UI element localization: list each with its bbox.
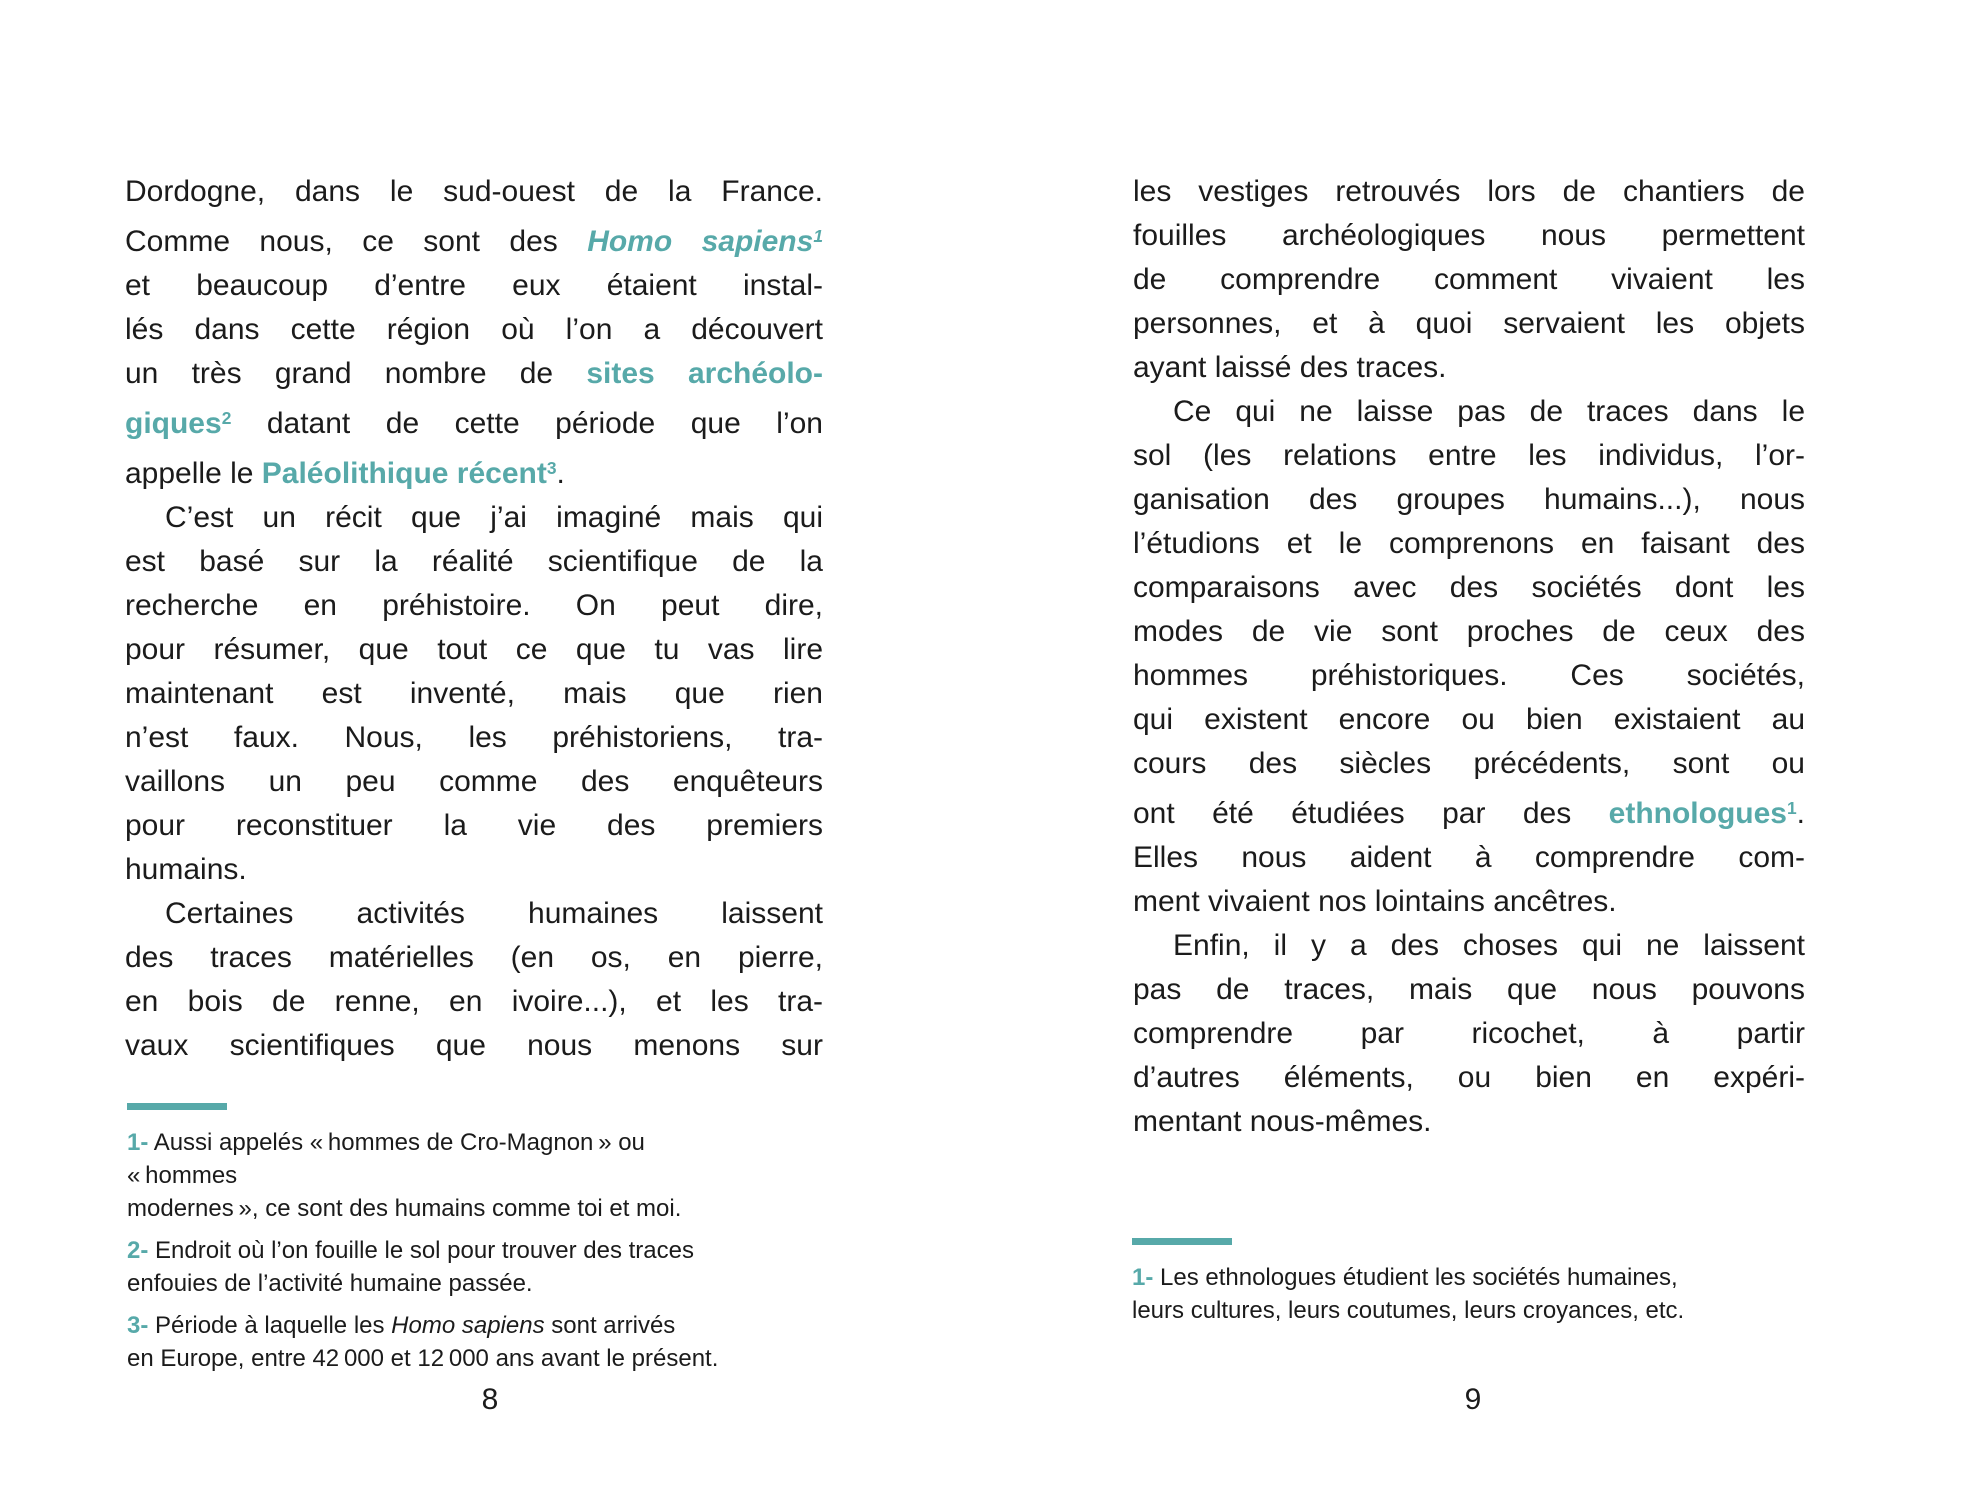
text-line: [125, 170, 823, 214]
text-run: mentant nous-mêmes.: [1133, 1105, 1432, 1139]
text-line: [1133, 390, 1805, 434]
footnote-line: [127, 1309, 747, 1342]
text-run: Comme nous, ce sont des: [125, 225, 588, 259]
text-run: l’étudions et le comprenons en faisant des: [1133, 527, 1805, 560]
text-line: [125, 804, 823, 848]
text-run: Aussi appelés « hommes de Cro-Magnon » ou « hommes: [127, 1129, 645, 1189]
text-run: Ce qui ne laisse pas de traces dans le: [1173, 395, 1805, 428]
text-run-sup-tb: 3: [546, 458, 557, 479]
text-line: [1133, 522, 1805, 566]
text-line: [125, 760, 823, 804]
text-run-tb: Paléolithique récent: [261, 457, 547, 491]
footnotes: [1132, 1238, 1752, 1336]
text-run-sup-tbi: 1: [813, 226, 823, 246]
text-line: [1133, 214, 1805, 258]
text-run-tbi: Homo sapiens: [587, 225, 814, 259]
text-line: [1133, 170, 1805, 214]
footnote-line: [127, 1192, 747, 1225]
text-line: [125, 716, 823, 760]
text-run: comprendre par ricochet, à partir: [1133, 1017, 1805, 1051]
text-line: [125, 672, 823, 716]
text-line: [1133, 880, 1805, 924]
footnote-line: [127, 1342, 747, 1375]
text-run: d’autres éléments, ou bien en expéri-: [1133, 1061, 1805, 1095]
footnote: [127, 1234, 747, 1300]
text-run: sol (les relations entre les individus, l’or-: [1133, 439, 1805, 472]
text-run: lés dans cette région où l’on a découvert: [125, 313, 823, 347]
page-right: [984, 0, 1969, 1497]
text-run: vaillons un peu comme des enquêteurs: [125, 765, 823, 799]
text-line: [125, 496, 823, 540]
text-run: n’est faux. Nous, les préhistoriens, tra-: [125, 721, 823, 755]
text-line: [125, 396, 823, 446]
text-line: [125, 1024, 823, 1068]
text-run: ment vivaient nos lointains ancêtres.: [1133, 885, 1617, 919]
text-line: [125, 980, 823, 1024]
text-run-it: Homo sapiens: [391, 1312, 545, 1339]
text-line: [125, 446, 823, 496]
text-run: est basé sur la réalité scientifique de la: [125, 545, 823, 579]
text-line: [1133, 302, 1805, 346]
footnotes: [127, 1103, 747, 1384]
text-run: modes de vie sont proches de ceux des: [1133, 615, 1805, 648]
text-line: [125, 848, 823, 892]
text-run: recherche en préhistoire. On peut dire,: [125, 589, 823, 623]
text-run: Période à laquelle les: [148, 1312, 392, 1339]
text-run: comparaisons avec des sociétés dont les: [1133, 571, 1805, 604]
text-line: [125, 892, 823, 936]
text-run: en Europe, entre 42 000 et 12 000 ans avant le présent.: [127, 1345, 719, 1372]
text-run-tb: giques: [125, 407, 222, 441]
text-line: [1133, 968, 1805, 1012]
text-line: [125, 352, 823, 396]
text-run-sup-tb: 1: [1786, 798, 1797, 818]
text-run: un très grand nombre de: [125, 357, 587, 391]
text-run: Certaines activités humaines laissent: [165, 897, 823, 931]
footnote-line: [127, 1126, 747, 1192]
text-run: des traces matérielles (en os, en pierre,: [125, 941, 823, 975]
text-line: [1133, 1100, 1805, 1144]
text-run: ont été étudiées par des: [1133, 797, 1609, 831]
text-run-num: 2-: [127, 1237, 149, 1264]
footnote: [1132, 1261, 1752, 1327]
text-line: [1133, 610, 1805, 654]
text-line: [1133, 698, 1805, 742]
text-line: [125, 214, 823, 264]
text-run: qui existent encore ou bien existaient au: [1133, 703, 1805, 736]
text-run: maintenant est inventé, mais que rien: [125, 677, 823, 711]
text-run-tb: sites archéolo-: [586, 357, 823, 391]
text-run: pour résumer, que tout ce que tu vas lire: [125, 633, 823, 667]
text-run: appelle le: [125, 457, 262, 491]
text-run-sup-tb: 2: [221, 408, 232, 429]
footnote: [127, 1309, 747, 1375]
text-run-num: 1-: [1132, 1264, 1154, 1291]
page-number: 9: [1464, 1383, 1482, 1416]
text-line: [1133, 1056, 1805, 1100]
footnote-rule: [1132, 1238, 1232, 1245]
text-line: [125, 308, 823, 352]
text-line: [1133, 836, 1805, 880]
text-line: [1133, 924, 1805, 968]
text-line: [1133, 566, 1805, 610]
text-run: vaux scientifiques que nous menons sur: [125, 1029, 823, 1063]
text-column: [125, 170, 823, 1068]
text-run: Les ethnologues étudient les sociétés humaines,: [1153, 1264, 1678, 1291]
text-run: les vestiges retrouvés lors de chantiers de: [1133, 175, 1805, 208]
text-line: [1133, 346, 1805, 390]
text-run: Endroit où l’on fouille le sol pour trouver des traces: [148, 1237, 694, 1264]
footnote-line: [1132, 1261, 1752, 1294]
footnote: [127, 1126, 747, 1225]
text-line: [1133, 478, 1805, 522]
text-run: datant de cette période que l’on: [231, 407, 823, 441]
text-run-num: 1-: [127, 1129, 149, 1156]
text-run: fouilles archéologiques nous permettent: [1133, 219, 1805, 252]
text-line: [1133, 434, 1805, 478]
text-line: [125, 628, 823, 672]
text-line: [125, 540, 823, 584]
text-run-tb: ethnologues: [1608, 797, 1787, 831]
text-run: .: [1796, 797, 1805, 831]
text-line: [125, 264, 823, 308]
text-line: [1133, 786, 1805, 836]
text-run: pas de traces, mais que nous pouvons: [1133, 973, 1805, 1007]
page-number: 8: [481, 1383, 499, 1416]
page-left: [0, 0, 984, 1497]
text-line: [1133, 1012, 1805, 1056]
text-run: de comprendre comment vivaient les: [1133, 263, 1805, 296]
text-run: Dordogne, dans le sud-ouest de la France.: [125, 175, 823, 208]
text-run: cours des siècles précédents, sont ou: [1133, 747, 1805, 780]
text-line: [1133, 258, 1805, 302]
text-run: humains.: [125, 853, 247, 887]
text-run: sont arrivés: [544, 1312, 676, 1339]
text-column: [1133, 170, 1805, 1144]
text-run: en bois de renne, en ivoire...), et les tra-: [125, 985, 823, 1019]
text-line: [125, 584, 823, 628]
text-line: [1133, 742, 1805, 786]
footnote-line: [127, 1234, 747, 1267]
text-run: et beaucoup d’entre eux étaient instal-: [125, 269, 823, 303]
text-run: .: [556, 457, 565, 491]
text-run: hommes préhistoriques. Ces sociétés,: [1133, 659, 1805, 692]
text-run: pour reconstituer la vie des premiers: [125, 809, 823, 843]
footnote-line: [1132, 1294, 1752, 1327]
text-run: modernes », ce sont des humains comme toi et moi.: [127, 1195, 682, 1222]
text-run: C’est un récit que j’ai imaginé mais qui: [165, 501, 823, 535]
text-run: ayant laissé des traces.: [1133, 351, 1447, 384]
text-run: enfouies de l’activité humaine passée.: [127, 1270, 533, 1297]
footnote-rule: [127, 1103, 227, 1110]
text-run: Elles nous aident à comprendre com-: [1133, 841, 1805, 875]
text-run-num: 3-: [127, 1312, 149, 1339]
text-run: personnes, et à quoi servaient les objets: [1133, 307, 1805, 340]
footnote-line: [127, 1267, 747, 1300]
text-run: Enfin, il y a des choses qui ne laissent: [1173, 929, 1805, 963]
text-run: leurs cultures, leurs coutumes, leurs croyances, etc.: [1132, 1297, 1685, 1324]
text-line: [1133, 654, 1805, 698]
text-run: ganisation des groupes humains...), nous: [1133, 483, 1805, 516]
text-line: [125, 936, 823, 980]
